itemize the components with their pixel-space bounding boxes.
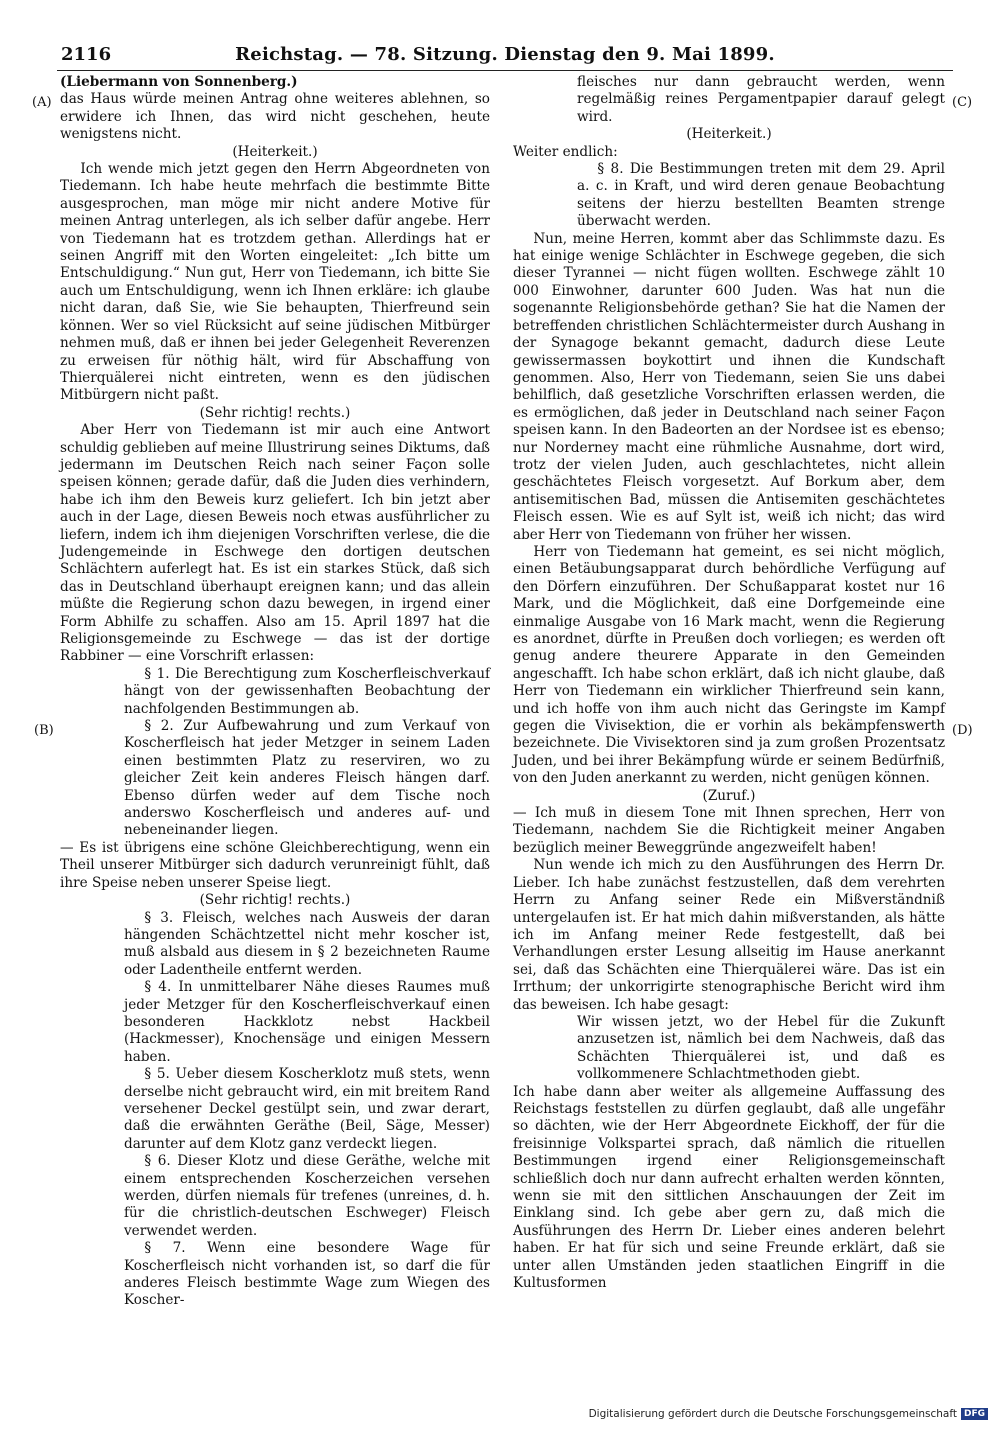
left-column [60,74,490,1310]
paragraph: Nun, meine Herren, kommt aber das Schlimmste dazu. Es hat einige wenige Schlächter in Eschwege gegeben, die sich dieser Tyrannei — nicht fügen wollten. Eschwege zählt 10 000 Einwohner, darunter 600 Juden. Was hat nun die sogenannte Religionsbehörde gethan? Sie hat die Namen der betreffenden christlichen Schlächtermeister durch Aushang in der Synagoge bekannt gemacht, dadurch diese Leute gewissermassen boykottirt und ihnen die Kundschaft genommen. Also, Herr von Tiedemann, seien Sie uns dabei behilflich, daß gesetzliche Vorschriften erlassen werden, die es ermöglichen, daß jeder in Deutschland nach seiner Façon speisen kann. In den Badeorten an der Nordsee ist es ebenso; nur Norderney macht eine rühmliche Ausnahme, dort wird, trotz der vielen Juden, auch geschlachtetes, nicht allein geschächtetes Fleisch vorgesetzt. Auf Borkum aber, dem antisemitischen Bad, müssen die Antisemiten geschächtetes Fleisch essen. Wie es auf Sylt ist, weiß ich nicht; das wird aber Herr von Tiedemann von früher her wissen. [513,230,945,543]
reaction: (Sehr richtig! rechts.) [199,404,351,421]
regulation-section: § 2. Zur Aufbewahrung und zum Verkauf von Koscherfleisch hat jeder Metzger in seinem Laden einen bestimmten Platz zu reserviren, wo zu gleicher Zeit kein anderes Fleisch hängen darf. Ebenso dürfen weder auf dem Tische noch anderswo Koscherfleisch und anderes auf- und nebeneinander liegen. [124,718,490,839]
right-column [513,74,945,1292]
regulation-section: § 3. Fleisch, welches nach Ausweis der daran hängenden Schächtzettel nicht mehr koscher ist, muß alsbald aus diesem in § 2 bezeichneten Raume oder Ladentheile entfernt werden. [124,909,490,978]
margin-marker-c: (C) [952,95,973,110]
reaction: (Heiterkeit.) [232,143,318,160]
paragraph: Herr von Tiedemann hat gemeint, es sei nicht möglich, einen Betäubungsapparat durch behördliche Verfügung auf den Dörfern einzuführen. Der Schußapparat kostet nur 16 Mark, und die Möglichkeit, daß eine Dorfgemeinde eine einmalige Ausgabe von 16 Mark macht, wenn die Regierung es anordnet, dürfte in Preußen doch vorliegen; es werden oft genug andere theurere Apparate in den Gemeinden angeschafft. Ich habe schon erklärt, daß ich nicht glaube, daß Herr von Tiedemann ein wirklicher Thierfreund sein kann, und ich hoffe von ihm auch nicht das Geringste im Kampf gegen die Vivisektion, die er vorhin als bekämpfenswerth bezeichnete. Die Vivisektoren sind ja zum großen Prozentsatz Juden, und bei ihrer Bekämpfung würde er seinem Bedürfniß, von den Juden anerkannt zu werden, nicht genügen können. [513,543,945,787]
margin-marker-d: (D) [952,723,973,738]
footer [589,1408,988,1420]
regulation-section: § 8. Die Bestimmungen treten mit dem 29. April a. c. in Kraft, und wird deren genaue Beobachtung seitens der hierzu bestellten Beamten strenge überwacht werden. [577,161,945,230]
paragraph: das Haus würde meinen Antrag ohne weiteres ablehnen, so erwidere ich Ihnen, das wird nicht geschehen, heute wenigstens nicht. [60,91,490,143]
margin-marker-a: (A) [32,95,52,110]
reaction: (Zuruf.) [702,787,756,804]
speaker-label: (Liebermann von Sonnenberg.) [60,74,298,90]
regulation-section: § 7. Wenn eine besondere Wage für Koscherfleisch nicht vorhanden ist, so darf die für anderes Fleisch bestimmte Wage zum Wiegen des Koscher- [124,1240,490,1309]
running-header [57,44,953,71]
page-number: 2116 [61,44,112,65]
paragraph: Ich habe dann aber weiter als allgemeine Auffassung des Reichstags feststellen zu dürfen geglaubt, daß alle ungefähr so dächten, wie der Herr Abgeordnete Eickhoff, der für die freisinnige Volkspartei sprach, daß nämlich die rituellen Bestimmungen irgend einer Religionsgemeinschaft schließlich doch nur dann aufrecht erhalten werden könnten, wenn sie mit den sittlichen Anschauungen der Zeit im Einklang sind. Ich gebe aber gern zu, daß mich die Ausführungen des Herrn Dr. Lieber eines anderen belehrt haben. Er hat für sich und seine Freunde erklärt, daß sie unter allen Umständen jeden staatlichen Eingriff in die Kultusformen [513,1083,945,1292]
regulation-section: § 1. Die Berechtigung zum Koscherfleischverkauf hängt von der gewissenhaften Beobachtung der nachfolgenden Bestimmungen ab. [124,665,490,717]
paragraph: — Ich muß in diesem Tone mit Ihnen sprechen, Herr von Tiedemann, nachdem Sie die Richtigkeit meiner Angaben bezüglich meiner Beweggründe angezweifelt haben! [513,805,945,856]
funding-credit: Digitalisierung gefördert durch die Deutsche Forschungsgemeinschaft [588,1408,957,1420]
regulation-section: § 4. In unmittelbarer Nähe dieses Raumes muß jeder Metzger für den Koscherfleischverkauf einen besonderen Hackklotz nebst Hackbeil (Hackmesser), Knochensäge und einigen Messern haben. [124,979,490,1065]
paragraph: — Es ist übrigens eine schöne Gleichberechtigung, wenn ein Theil unserer Mitbürger sich dadurch verunreinigt fühlt, daß ihre Speise neben unserer Speise liegt. [60,839,490,891]
dfg-logo: DFG [961,1408,988,1420]
reaction: (Sehr richtig! rechts.) [199,892,351,909]
paragraph: Weiter endlich: [513,143,618,160]
running-title: Reichstag. — 78. Sitzung. Dienstag den 9. Mai 1899. [235,44,775,65]
regulation-section: § 6. Dieser Klotz und diese Geräthe, welche mit einem entsprechenden Koscherzeichen versehen werden, dürfen niemals für trefenes (unreines, d. h. für die christlich-deutschen Eschweger) Fleisch verwendet werden. [124,1153,490,1239]
regulation-continuation: fleisches nur dann gebraucht werden, wenn regelmäßig reines Pergamentpapier darauf gelegt wird. [577,74,945,125]
quotation: Wir wissen jetzt, wo der Hebel für die Zukunft anzusetzen ist, nämlich bei dem Nachweis, daß das Schächten Thierquälerei ist, und daß es vollkommenere Schlachtmethoden giebt. [577,1013,945,1083]
paragraph: Ich wende mich jetzt gegen den Herrn Abgeordneten von Tiedemann. Ich habe heute mehrfach die bestimmte Bitte ausgesprochen, man möge mir nicht andere Motive für meinen Antrag unterlegen, als ich selber dafür angebe. Herr von Tiedemann hat es trotzdem gethan. Allerdings hat er seinen Angriff mit den Worten eingeleitet: „Ich bitte um Entschuldigung.“ Nun gut, Herr von Tiedemann, ich bitte Sie auch um Entschuldigung, wenn ich Ihnen erkläre: ich glaube nicht daran, daß Sie, wie Sie behaupten, Thierfreund sein können. Wer so viel Rücksicht auf seine jüdischen Mitbürger nehmen muß, daß er ihnen bei jeder Gelegenheit Reverenzen zu erweisen für nöthig hält, wird für Abschaffung von Thierquälerei nicht eintreten, wenn es den jüdischen Mitbürgern nicht paßt. [60,161,490,404]
margin-marker-b: (B) [34,723,54,738]
paragraph: Aber Herr von Tiedemann ist mir auch eine Antwort schuldig geblieben auf meine Illustrirung seines Diktums, daß jedermann im Deutschen Reich nach seiner Façon solle speisen können; gerade dafür, daß die Juden dies verhindern, habe ich ihm den Beweis kurz geliefert. Ich bin jetzt aber auch in der Lage, diesen Beweis noch etwas ausführlicher zu liefern, indem ich ihm diejenigen Vorschriften verlese, die die Judengemeinde in Eschwege den dortigen deutschen Schlächtern auferlegt hat. Es ist ein starkes Stück, daß sich das in Deutschland überhaupt ereignen kann; und das allein müßte die Regierung schon dazu bewegen, in irgend einer Form Abhilfe zu schaffen. Also am 15. April 1897 hat die Religionsgemeinde zu Eschwege — das ist der dortige Rabbiner — eine Vorschrift erlassen: [60,422,490,665]
regulation-section: § 5. Ueber diesem Koscherklotz muß stets, wenn derselbe nicht gebraucht wird, ein mit breitem Rand versehener Deckel gestülpt sein, und zwar derart, daß die erwähnten Geräthe (Beil, Säge, Messer) darunter auf dem Klotz ganz verdeckt liegen. [124,1066,490,1152]
reaction: (Heiterkeit.) [686,126,772,143]
paragraph: Nun wende ich mich zu den Ausführungen des Herrn Dr. Lieber. Ich habe zunächst festzustellen, daß dem verehrten Herrn zu Anfang seiner Rede ein Mißverständniß untergelaufen ist. Er hat mich dahin mißverstanden, als hätte ich im Anfang meiner Rede festgestellt, daß bei Verhandlungen erster Lesung allseitig im Hause anerkannt sei, daß das Schächten eine Thierquälerei wäre. Das ist ein Irrthum; der unkorrigirte stenographische Bericht wird ihm das beweisen. Ich habe gesagt: [513,857,945,1013]
